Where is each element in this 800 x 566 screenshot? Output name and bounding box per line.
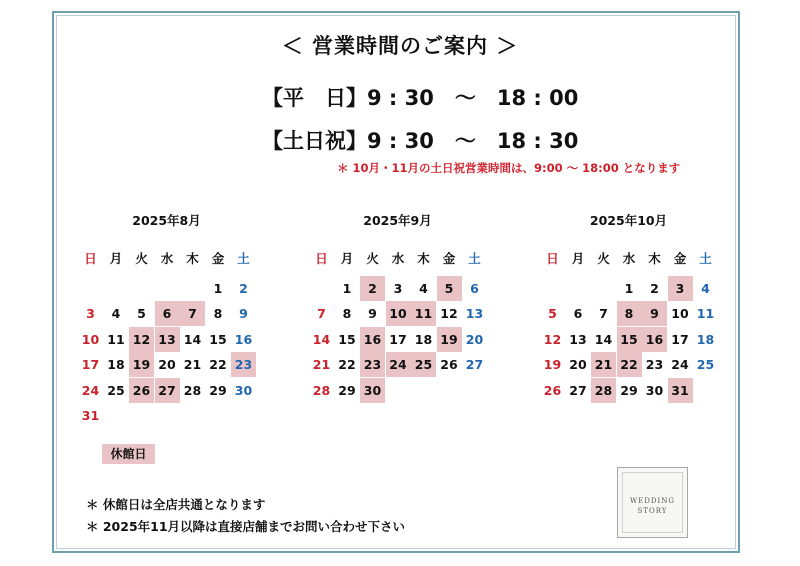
weekday-header: 水 (391, 251, 405, 266)
closed-day-cell: 26 (129, 378, 154, 403)
weekday-header: 火 (597, 251, 610, 266)
day-cell: 20 (465, 331, 484, 347)
day-cell: 30 (234, 382, 253, 398)
closed-day-cell: 22 (617, 352, 642, 377)
closed-day-cell: 10 (386, 301, 411, 326)
day-cell: 19 (543, 357, 562, 372)
day-cell: 22 (338, 357, 356, 372)
calendar-october (540, 211, 717, 398)
day-cell: 12 (440, 306, 458, 321)
day-cell: 16 (234, 331, 253, 347)
weekday-header: 月 (109, 251, 123, 266)
month-title: 2025年10月 (589, 213, 668, 228)
closed-day-cell: 9 (642, 301, 667, 326)
day-cell: 17 (81, 357, 100, 372)
day-cell: 2 (239, 280, 248, 296)
logo-line-1: WEDDING (629, 497, 675, 505)
day-cell: 24 (671, 357, 689, 372)
weekday-header: 土 (468, 251, 481, 266)
closed-day-cell: 5 (437, 276, 462, 301)
weekday-header: 火 (135, 251, 148, 266)
day-cell: 18 (414, 331, 433, 347)
day-cell: 20 (158, 357, 176, 372)
day-cell: 3 (393, 280, 403, 296)
weekday-header: 月 (340, 251, 354, 266)
day-cell: 8 (213, 306, 223, 321)
closed-day-cell: 13 (155, 327, 180, 352)
day-cell: 29 (338, 382, 356, 398)
day-cell: 13 (465, 306, 484, 321)
closed-day-cell: 7 (180, 301, 205, 326)
day-cell: 27 (465, 357, 484, 372)
closed-day-cell: 23 (360, 352, 385, 377)
day-cell: 17 (671, 331, 689, 347)
note-contact-store: ＊ 2025年11月以降は直接店舗までお問い合わせ下さい (86, 519, 406, 534)
wedding-story-logo (617, 467, 688, 538)
day-cell: 17 (389, 331, 407, 347)
weekday-header: 土 (237, 251, 250, 266)
day-cell: 12 (543, 331, 562, 347)
day-cell: 21 (183, 357, 202, 372)
day-cell: 9 (368, 306, 377, 321)
day-cell: 4 (701, 280, 710, 296)
day-cell: 15 (338, 331, 356, 347)
day-cell: 4 (111, 306, 121, 321)
note-common-closed: ＊ 休館日は全店共通となります (86, 497, 266, 512)
weekday-header: 水 (160, 251, 174, 266)
weekday-header: 日 (84, 251, 97, 266)
page-title: ＜ 営業時間のご案内 ＞ (281, 34, 519, 58)
weekday-header: 金 (442, 251, 456, 266)
day-cell: 1 (624, 280, 634, 296)
weekday-header: 日 (315, 251, 328, 266)
day-cell: 28 (183, 382, 202, 398)
day-cell: 11 (696, 306, 715, 321)
calendar-september (309, 211, 486, 398)
closed-day-cell: 19 (129, 352, 154, 377)
day-cell: 10 (671, 306, 689, 321)
weekday-header: 土 (699, 251, 712, 266)
closed-day-cell: 19 (437, 327, 462, 352)
day-cell: 23 (645, 357, 664, 372)
weekday-header: 火 (366, 251, 379, 266)
closed-day-cell: 11 (411, 301, 436, 326)
day-cell: 7 (317, 306, 326, 321)
day-cell: 6 (470, 280, 479, 296)
month-title: 2025年8月 (132, 213, 201, 228)
day-cell: 29 (209, 382, 227, 398)
closed-day-legend: 休館日 (102, 444, 155, 464)
closed-day-cell: 31 (668, 378, 693, 403)
day-cell: 8 (342, 306, 352, 321)
day-cell: 4 (419, 280, 428, 296)
day-cell: 29 (620, 382, 638, 398)
day-cell: 18 (107, 357, 125, 372)
day-cell: 11 (107, 331, 125, 347)
logo-line-2: STORY (637, 507, 668, 515)
closed-day-cell: 30 (360, 378, 385, 403)
day-cell: 2 (650, 280, 659, 296)
day-cell: 7 (599, 306, 608, 321)
day-cell: 26 (543, 382, 562, 398)
month-title: 2025年9月 (363, 213, 432, 228)
day-cell: 1 (213, 280, 223, 296)
day-cell: 3 (86, 306, 95, 321)
closed-day-cell: 23 (231, 352, 256, 377)
weekday-header: 金 (211, 251, 225, 266)
weekday-header: 木 (417, 251, 430, 266)
day-cell: 21 (312, 357, 331, 372)
day-cell: 10 (81, 331, 100, 347)
closed-day-cell: 27 (155, 378, 180, 403)
day-cell: 13 (569, 331, 587, 347)
day-cell: 26 (440, 357, 458, 372)
day-cell: 20 (569, 357, 587, 372)
day-cell: 25 (696, 357, 715, 372)
closed-day-cell: 8 (617, 301, 642, 326)
calendar-august (78, 211, 255, 423)
day-cell: 25 (107, 382, 125, 398)
closed-day-cell: 2 (360, 276, 385, 301)
closed-day-cell: 25 (411, 352, 436, 377)
special-hours-note: ＊ 10月・11月の土日祝営業時間は、9:00 ～ 18:00 となります (337, 161, 681, 175)
day-cell: 22 (209, 357, 227, 372)
weekday-header: 水 (622, 251, 636, 266)
closed-day-cell: 21 (591, 352, 616, 377)
weekday-header: 木 (648, 251, 661, 266)
day-cell: 24 (81, 382, 100, 398)
weekday-header: 日 (546, 251, 559, 266)
weekday-hours: 【平 日】9 : 30 ～ 18 : 00 (262, 86, 579, 110)
day-cell: 30 (645, 382, 664, 398)
closed-day-cell: 6 (155, 301, 180, 326)
weekday-header: 月 (571, 251, 585, 266)
closed-day-cell: 15 (617, 327, 642, 352)
closed-day-cell: 24 (386, 352, 411, 377)
day-cell: 27 (569, 382, 587, 398)
day-cell: 14 (312, 331, 331, 347)
day-cell: 18 (696, 331, 715, 347)
weekday-header: 木 (186, 251, 199, 266)
day-cell: 14 (183, 331, 202, 347)
closed-day-cell: 3 (668, 276, 693, 301)
closed-day-cell: 16 (642, 327, 667, 352)
day-cell: 5 (548, 306, 557, 321)
closed-day-cell: 12 (129, 327, 154, 352)
day-cell: 5 (137, 306, 146, 321)
weekday-header: 金 (673, 251, 687, 266)
day-cell: 31 (81, 408, 100, 423)
closed-day-cell: 16 (360, 327, 385, 352)
day-cell: 15 (209, 331, 227, 347)
logo-text (618, 496, 687, 516)
day-cell: 1 (342, 280, 352, 296)
holiday-hours: 【土日祝】9 : 30 ～ 18 : 30 (262, 129, 579, 153)
day-cell: 6 (573, 306, 583, 321)
day-cell: 28 (312, 382, 331, 398)
day-cell: 14 (594, 331, 613, 347)
closed-day-cell: 28 (591, 378, 616, 403)
day-cell: 9 (239, 306, 248, 321)
